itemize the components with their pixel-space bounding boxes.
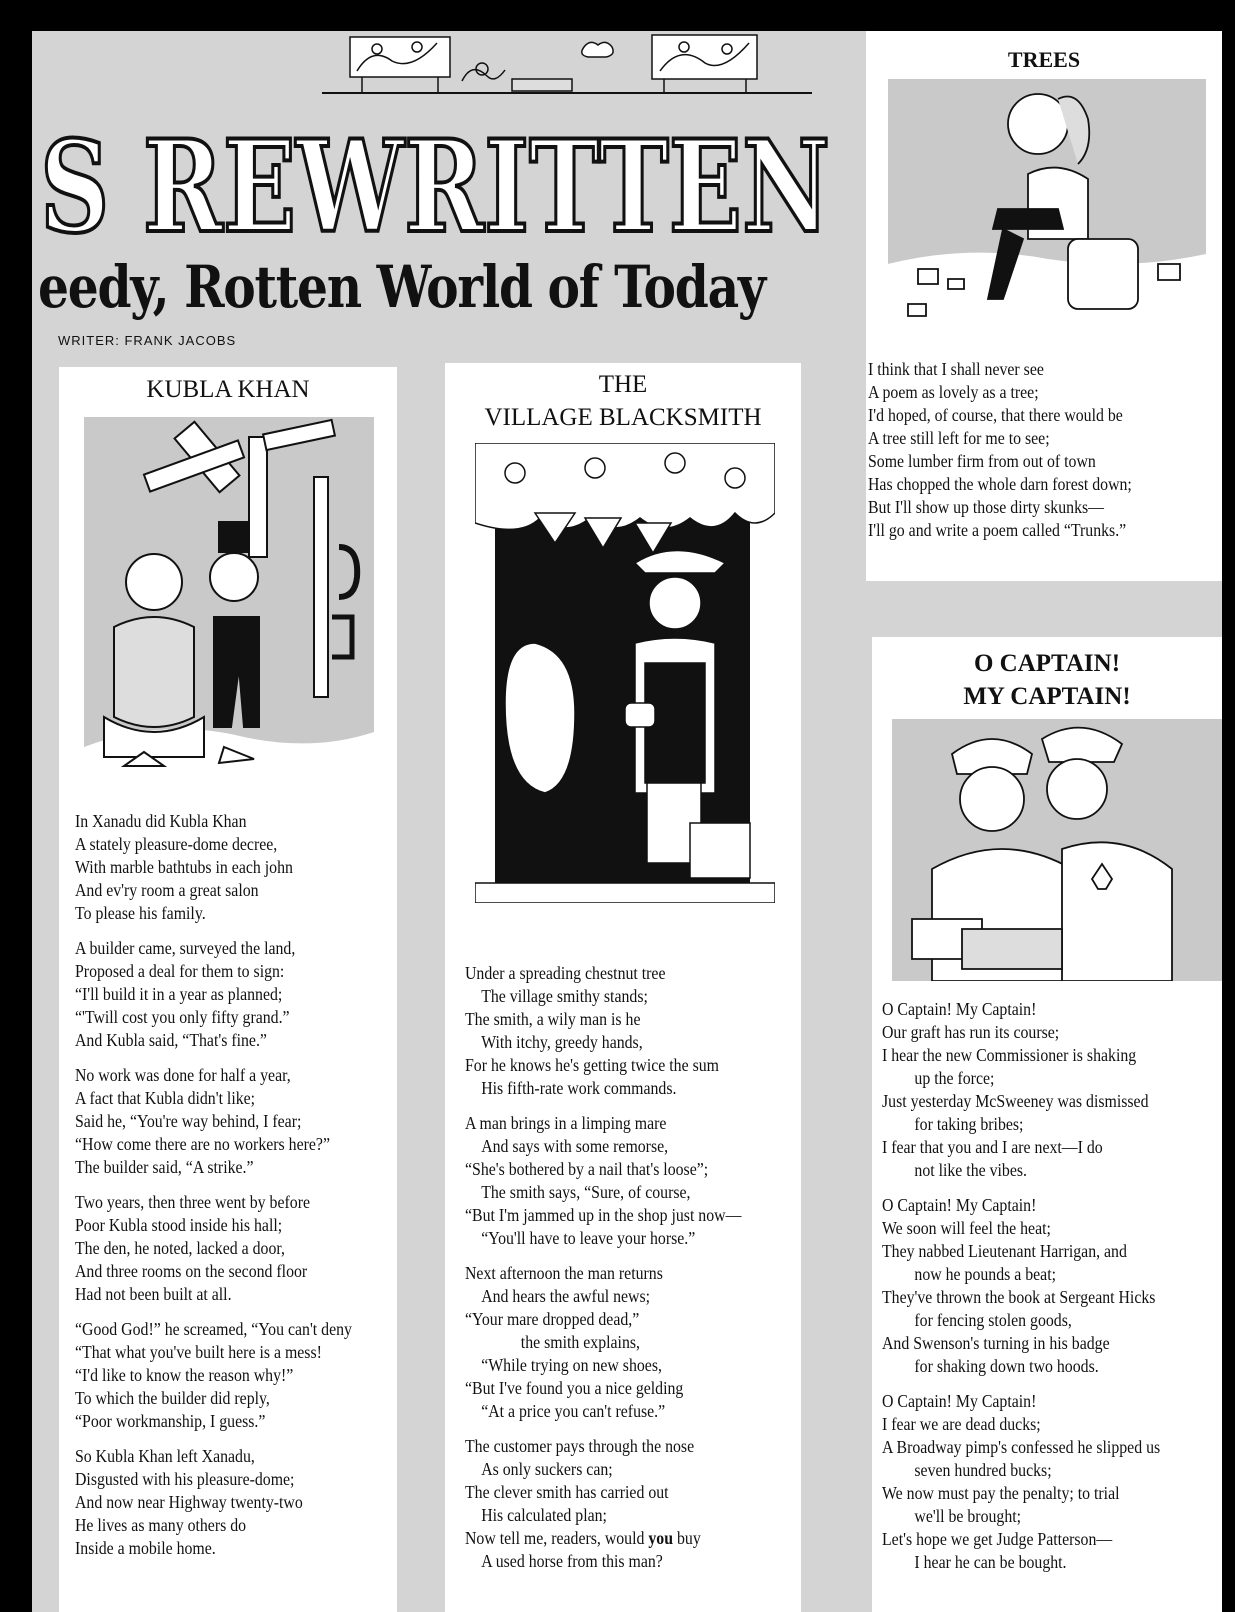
poem-line: The den, he noted, lacked a door, <box>75 1238 285 1258</box>
poem-line: Proposed a deal for them to sign: <box>75 961 285 981</box>
poem-line: “You'll have to leave your horse.” <box>481 1228 696 1248</box>
poem-line: O Captain! My Captain! <box>882 1391 1037 1411</box>
poem-line: for fencing stolen goods, <box>914 1310 1072 1330</box>
poem-line: A stately pleasure-dome decree, <box>75 834 278 854</box>
poem-line: And Kubla said, “That's fine.” <box>75 1030 267 1050</box>
poem-line: “But I'm jammed up in the shop just now— <box>465 1205 742 1225</box>
poem-line: “I'll build it in a year as planned; <box>75 984 283 1004</box>
magazine-page <box>32 31 1222 1612</box>
poem-line-start: Now tell me, readers, would <box>465 1528 649 1548</box>
poem-line: Poor Kubla stood inside his hall; <box>75 1215 283 1235</box>
poem-line: The builder said, “A strike.” <box>75 1157 254 1177</box>
poem-line: He lives as many others do <box>75 1515 247 1535</box>
poem-line: A Broadway pimp's confessed he slipped us <box>882 1437 1161 1457</box>
poem-line: To please his family. <box>75 903 206 923</box>
poem-line: I hear he can be bought. <box>914 1552 1067 1572</box>
captain-title-line-2: MY CAPTAIN! <box>963 683 1131 710</box>
trees-poem <box>868 358 1132 542</box>
poem-line: So Kubla Khan left Xanadu, <box>75 1446 255 1466</box>
poem-line: We now must pay the penalty; to trial <box>882 1483 1120 1503</box>
poem-line: “At a price you can't refuse.” <box>481 1401 666 1421</box>
policemen-cartoon-image <box>892 719 1222 981</box>
poem-line: They've thrown the book at Sergeant Hicks <box>882 1287 1156 1307</box>
poem-line: I'd hoped, of course, that there would be <box>868 405 1123 425</box>
writer-credit: WRITER: FRANK JACOBS <box>58 333 237 348</box>
poem-line: I'll go and write a poem called “Trunks.” <box>868 520 1127 540</box>
blacksmith-illustration <box>475 443 775 903</box>
blacksmith-title-line-2: VILLAGE BLACKSMITH <box>484 404 762 431</box>
captain-stanza-1 <box>882 998 1160 1182</box>
poem-line: I fear that you and I are next—I do <box>882 1137 1103 1157</box>
poem-line: To which the builder did reply, <box>75 1388 270 1408</box>
poem-line: “How come there are no workers here?” <box>75 1134 330 1154</box>
o-captain-card <box>872 637 1222 1612</box>
poem-line: Has chopped the whole darn forest down; <box>868 474 1132 494</box>
poem-line: Disgusted with his pleasure-dome; <box>75 1469 295 1489</box>
poem-line: up the force; <box>914 1068 995 1088</box>
captain-title-line-1: O CAPTAIN! <box>973 650 1121 677</box>
poem-line: Our graft has run its course; <box>882 1022 1060 1042</box>
poem-line: They nabbed Lieutenant Harrigan, and <box>882 1241 1127 1261</box>
kubla-stanza-5 <box>75 1318 352 1433</box>
poem-line <box>465 1527 741 1550</box>
poem-line-end: buy <box>673 1528 701 1548</box>
poem-line: Under a spreading chestnut tree <box>465 963 666 983</box>
poem-line: “Poor workmanship, I guess.” <box>75 1411 266 1431</box>
poem-line: A fact that Kubla didn't like; <box>75 1088 256 1108</box>
poem-line: “But I've found you a nice gelding <box>465 1378 684 1398</box>
poem-line: A poem as lovely as a tree; <box>868 382 1039 402</box>
builder-cartoon-image <box>84 417 374 797</box>
blacksmith-title-line-1: THE <box>598 371 648 398</box>
poem-line: A tree still left for me to see; <box>868 428 1050 448</box>
page-title-text: S REWRITTEN <box>40 113 830 261</box>
poem-line: Said he, “You're way behind, I fear; <box>75 1111 302 1131</box>
poem-line: now he pounds a beat; <box>914 1264 1057 1284</box>
poem-line: A used horse from this man? <box>481 1551 663 1571</box>
page-title <box>40 103 900 261</box>
poem-line: For he knows he's getting twice the sum <box>465 1055 719 1075</box>
poem-line: “While trying on new shoes, <box>481 1355 662 1375</box>
poem-line: A builder came, surveyed the land, <box>75 938 296 958</box>
poem-line: With marble bathtubs in each john <box>75 857 293 877</box>
poem-line: Next afternoon the man returns <box>465 1263 663 1283</box>
smithy-cartoon-image <box>475 443 775 903</box>
poem-line: Inside a mobile home. <box>75 1538 216 1558</box>
blacksmith-stanza-3 <box>465 1262 741 1423</box>
captain-poem <box>882 998 1160 1586</box>
emphasis-you: you <box>648 1528 674 1548</box>
poem-line: A man brings in a limping mare <box>465 1113 667 1133</box>
kubla-stanza-4 <box>75 1191 352 1306</box>
poem-line: Some lumber firm from out of town <box>868 451 1096 471</box>
poem-line: But I'll show up those dirty skunks— <box>868 497 1104 517</box>
blacksmith-poem <box>465 962 741 1585</box>
poem-line: In Xanadu did Kubla Khan <box>75 811 247 831</box>
header-cartoon-strip <box>322 31 812 101</box>
poem-line: “She's bothered by a nail that's loose”; <box>465 1159 709 1179</box>
blacksmith-stanza-2 <box>465 1112 741 1250</box>
trees-title: TREES <box>1007 47 1081 72</box>
captain-stanza-2 <box>882 1194 1160 1378</box>
poem-line: “That what you've built here is a mess! <box>75 1342 322 1362</box>
kubla-khan-illustration <box>84 417 374 797</box>
kubla-stanza-6 <box>75 1445 352 1560</box>
poem-line: Two years, then three went by before <box>75 1192 310 1212</box>
poem-line: We soon will feel the heat; <box>882 1218 1051 1238</box>
poem-line: not like the vibes. <box>914 1160 1027 1180</box>
poem-line: With itchy, greedy hands, <box>481 1032 643 1052</box>
poem-line: Had not been built at all. <box>75 1284 232 1304</box>
poem-line: “'Twill cost you only fifty grand.” <box>75 1007 290 1027</box>
poem-line: No work was done for half a year, <box>75 1065 291 1085</box>
poem-line: His fifth-rate work commands. <box>481 1078 677 1098</box>
village-blacksmith-card <box>445 363 801 1612</box>
poem-line: the smith explains, <box>520 1332 640 1352</box>
kubla-stanza-1 <box>75 810 352 925</box>
poem-line: The clever smith has carried out <box>465 1482 669 1502</box>
poem-line: As only suckers can; <box>481 1459 613 1479</box>
poem-line: And Swenson's turning in his badge <box>882 1333 1110 1353</box>
captain-stanza-3 <box>882 1390 1160 1574</box>
poem-line: And says with some remorse, <box>481 1136 669 1156</box>
kubla-khan-card <box>59 367 397 1612</box>
poem-line: for shaking down two hoods. <box>914 1356 1099 1376</box>
poem-line: Let's hope we get Judge Patterson— <box>882 1529 1113 1549</box>
poem-line: And three rooms on the second floor <box>75 1261 308 1281</box>
blacksmith-stanza-1 <box>465 962 741 1100</box>
poem-line: The customer pays through the nose <box>465 1436 695 1456</box>
page-subtitle: eedy, Rotten World of Today <box>38 253 765 321</box>
captain-illustration <box>892 719 1222 981</box>
poem-line: for taking bribes; <box>914 1114 1024 1134</box>
kubla-khan-title: KUBLA KHAN <box>146 376 310 403</box>
poem-line: And now near Highway twenty-two <box>75 1492 303 1512</box>
poem-line: O Captain! My Captain! <box>882 999 1037 1019</box>
poem-line: The smith, a wily man is he <box>465 1009 641 1029</box>
kubla-stanza-2 <box>75 937 352 1052</box>
poem-line: And ev'ry room a great salon <box>75 880 259 900</box>
trees-card <box>866 31 1222 581</box>
kubla-stanza-3 <box>75 1064 352 1179</box>
poem-line: O Captain! My Captain! <box>882 1195 1037 1215</box>
poem-line: The smith says, “Sure, of course, <box>481 1182 691 1202</box>
poem-line: seven hundred bucks; <box>914 1460 1052 1480</box>
poem-line: The village smithy stands; <box>481 986 648 1006</box>
poem-line: “Your mare dropped dead,” <box>465 1309 640 1329</box>
poem-line: I fear we are dead ducks; <box>882 1414 1041 1434</box>
kubla-khan-poem <box>75 810 352 1572</box>
poem-line: His calculated plan; <box>481 1505 607 1525</box>
poem-line: “Good God!” he screamed, “You can't deny <box>75 1319 352 1339</box>
poem-line: I hear the new Commissioner is shaking <box>882 1045 1137 1065</box>
poem-line: we'll be brought; <box>914 1506 1022 1526</box>
poem-line: And hears the awful news; <box>481 1286 651 1306</box>
trees-illustration <box>888 79 1206 337</box>
stumps-cartoon-image <box>888 79 1206 337</box>
blacksmith-stanza-4 <box>465 1435 741 1573</box>
poem-line: I think that I shall never see <box>868 359 1044 379</box>
poem-line: Just yesterday McSweeney was dismissed <box>882 1091 1149 1111</box>
poem-line: “I'd like to know the reason why!” <box>75 1365 294 1385</box>
